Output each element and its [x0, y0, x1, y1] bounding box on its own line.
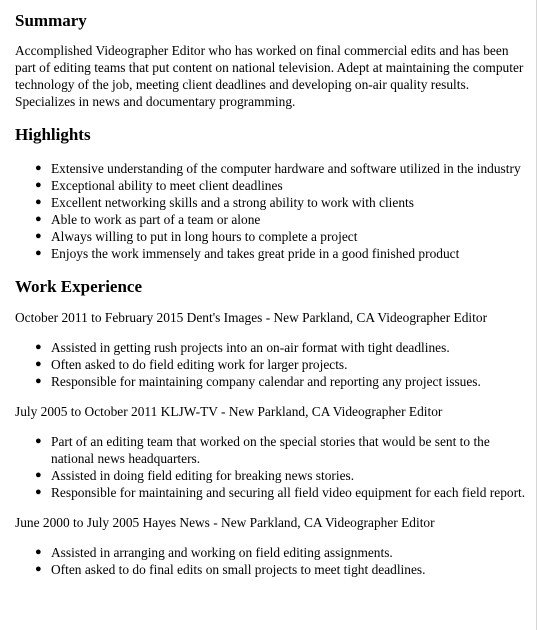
work-experience-heading: Work Experience	[15, 277, 143, 296]
summary-heading: Summary	[15, 11, 87, 30]
bullet-icon: ●	[35, 213, 42, 225]
job-duty-item	[15, 373, 527, 390]
job-entry	[15, 309, 527, 390]
bullet-icon: ●	[35, 179, 42, 191]
resume-content	[15, 11, 527, 578]
highlight-text: Able to work as part of a team or alone	[51, 212, 261, 227]
job-duty-item	[15, 433, 527, 467]
job-duty-item	[15, 467, 527, 484]
highlight-item	[15, 160, 527, 177]
highlight-text: Extensive understanding of the computer hardware and software utilized in the industry	[51, 161, 521, 176]
bullet-icon: ●	[35, 435, 42, 447]
highlight-text: Excellent networking skills and a strong ability to work with clients	[51, 195, 414, 210]
highlight-item	[15, 245, 527, 262]
job-duty-item	[15, 561, 527, 578]
bullet-icon: ●	[35, 486, 42, 498]
job-duty-text: Assisted in getting rush projects into an on-air format with tight deadlines.	[51, 340, 450, 355]
job-duty-text: Responsible for maintaining and securing all field video equipment for each field report.	[51, 485, 526, 500]
job-duty-item	[15, 484, 527, 501]
job-duty-text: Part of an editing team that worked on the special stories that would be sent to the national news headquarters.	[51, 434, 490, 466]
bullet-icon: ●	[35, 358, 42, 370]
job-entry	[15, 403, 527, 501]
job-duty-text: Often asked to do field editing work for larger projects.	[51, 357, 348, 372]
bullet-icon: ●	[35, 375, 42, 387]
bullet-icon: ●	[35, 162, 42, 174]
job-duties-list	[15, 544, 527, 578]
job-duty-item	[15, 356, 527, 373]
job-duty-text: Assisted in arranging and working on field editing assignments.	[51, 545, 393, 560]
job-heading: October 2011 to February 2015 Dent's Images - New Parkland, CA Videographer Editor	[15, 310, 488, 325]
highlight-item	[15, 194, 527, 211]
job-duties-list	[15, 339, 527, 390]
job-heading: June 2000 to July 2005 Hayes News - New Parkland, CA Videographer Editor	[15, 515, 435, 530]
job-entry	[15, 514, 527, 578]
highlight-text: Enjoys the work immensely and takes great pride in a good finished product	[51, 246, 460, 261]
highlights-heading: Highlights	[15, 125, 91, 144]
job-duty-text: Responsible for maintaining company calendar and reporting any project issues.	[51, 374, 481, 389]
highlight-item	[15, 211, 527, 228]
highlight-item	[15, 177, 527, 194]
job-duty-text: Often asked to do final edits on small projects to meet tight deadlines.	[51, 562, 426, 577]
highlight-item	[15, 228, 527, 245]
highlight-text: Exceptional ability to meet client deadlines	[51, 178, 283, 193]
job-duty-item	[15, 339, 527, 356]
bullet-icon: ●	[35, 196, 42, 208]
bullet-icon: ●	[35, 341, 42, 353]
bullet-icon: ●	[35, 230, 42, 242]
bullet-icon: ●	[35, 563, 42, 575]
summary-text: Accomplished Videographer Editor who has worked on final commercial edits and has been part of editing teams that put content on national television. Adept at maintaining the computer technology of the job, meeting client deadlines and developing on-air quality results. Specializes in news and documentary programming.	[15, 43, 524, 109]
bullet-icon: ●	[35, 469, 42, 481]
job-duty-item	[15, 544, 527, 561]
bullet-icon: ●	[35, 546, 42, 558]
job-duty-text: Assisted in doing field editing for breaking news stories.	[51, 468, 355, 483]
highlights-list	[15, 160, 527, 262]
bullet-icon: ●	[35, 247, 42, 259]
job-heading: July 2005 to October 2011 KLJW-TV - New Parkland, CA Videographer Editor	[15, 404, 443, 419]
highlight-text: Always willing to put in long hours to complete a project	[51, 229, 358, 244]
job-duties-list	[15, 433, 527, 501]
